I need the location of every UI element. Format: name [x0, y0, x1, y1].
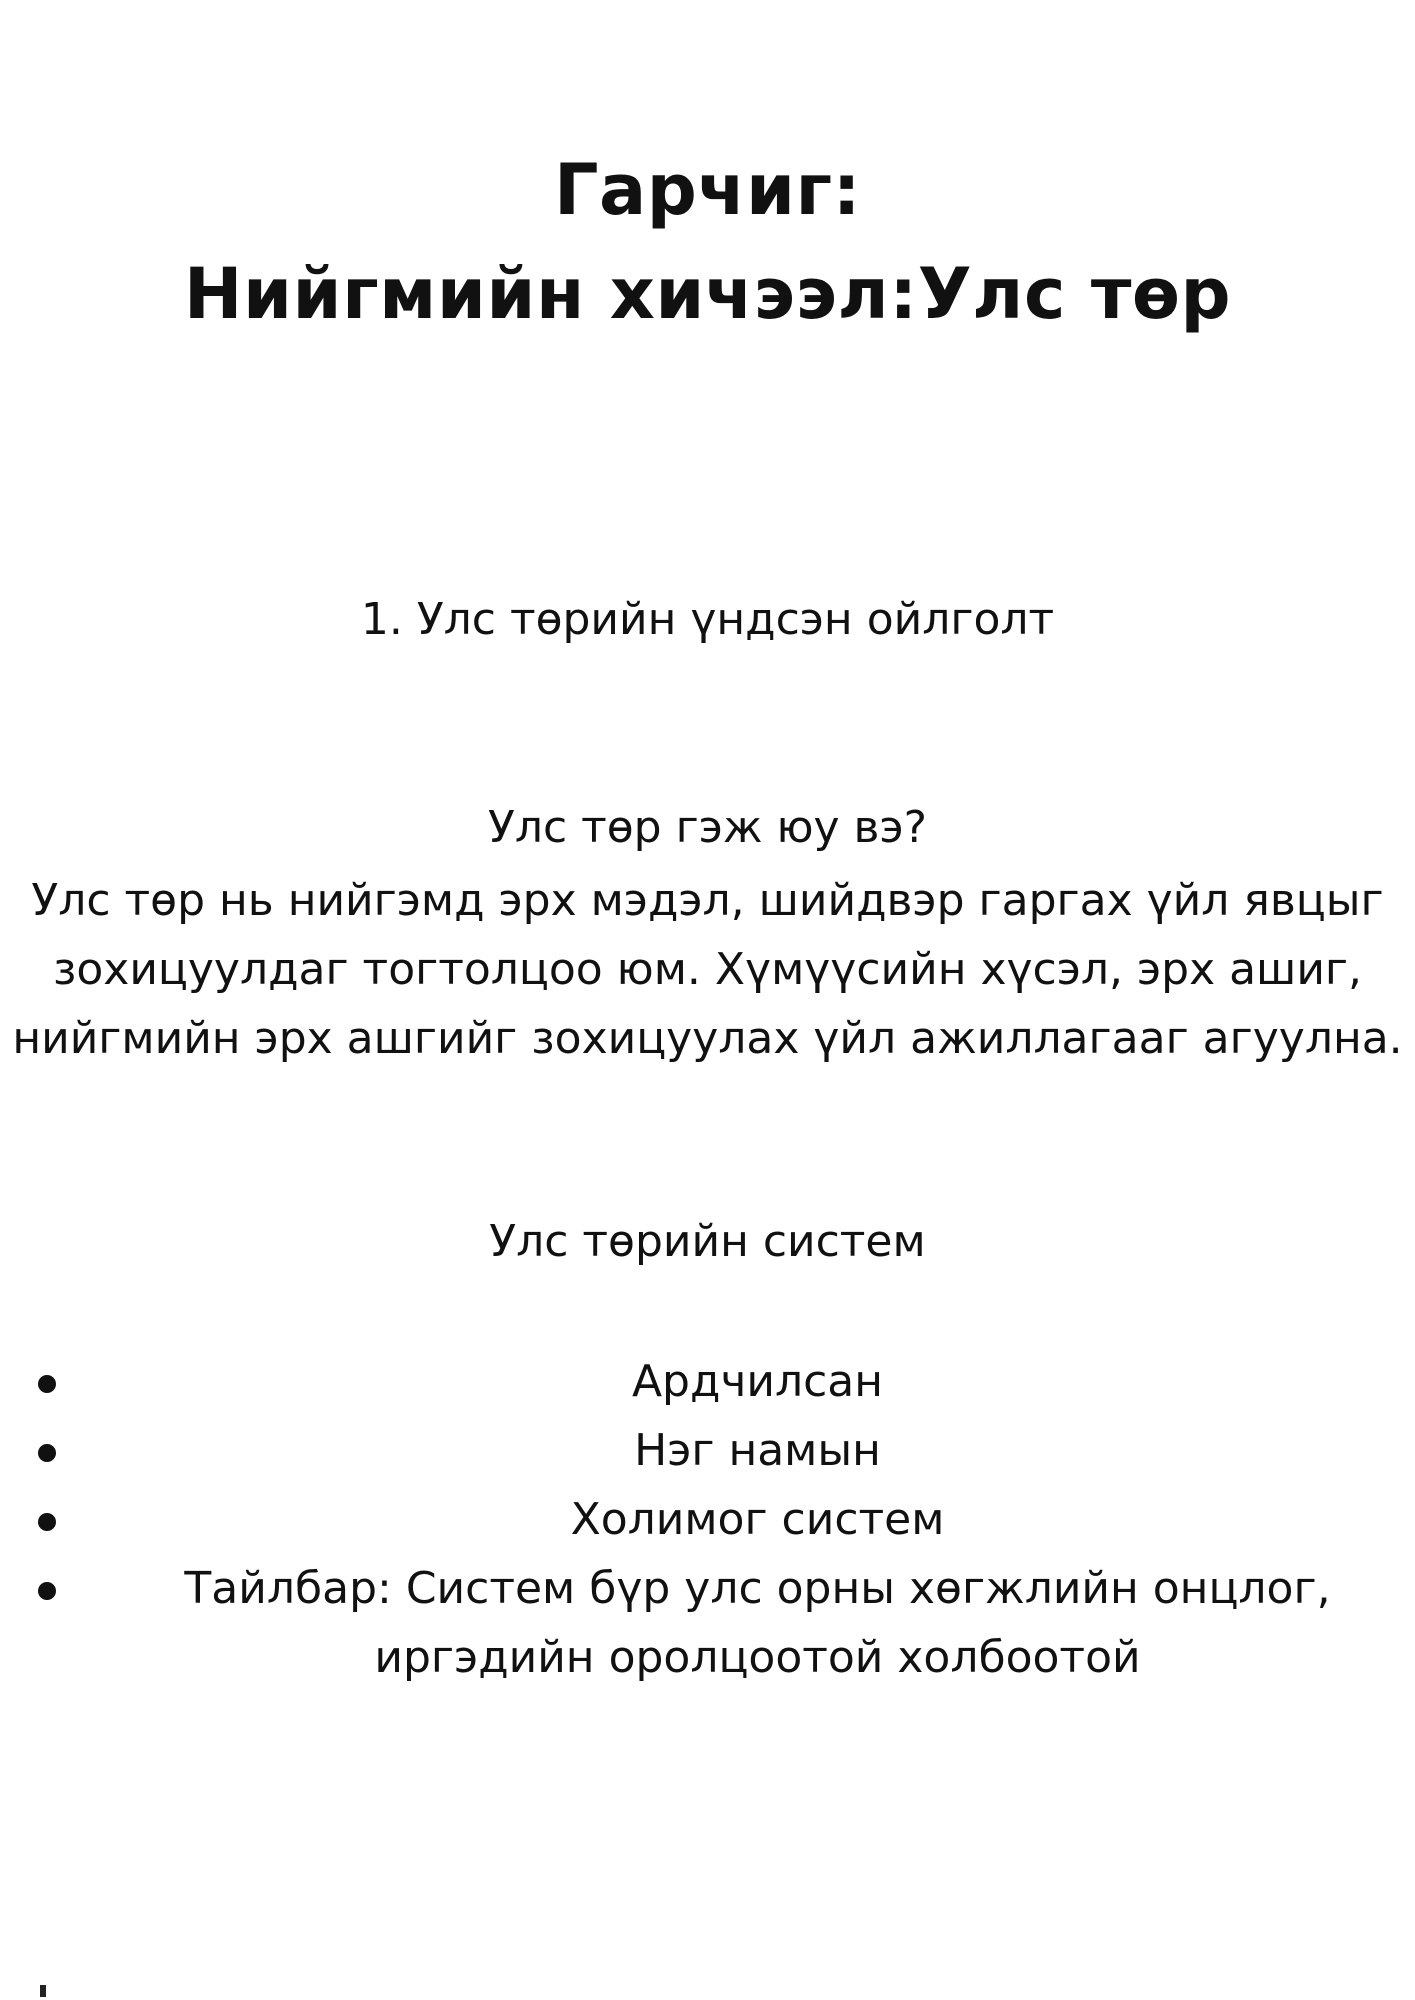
list-item — [0, 1485, 1415, 1554]
list-item-text: Тайлбар: Систем бүр улс орны хөгжлийн онцлог, иргэдийн оролцоотой холбоотой — [184, 1563, 1331, 1683]
bullet-icon — [38, 1513, 56, 1531]
section-heading-what-is-politics: Улс төр гэж юу вэ? — [488, 802, 927, 853]
list-item — [0, 1554, 1415, 1692]
list-item-text: Ардчилсан — [631, 1356, 884, 1407]
list-item — [0, 1416, 1415, 1485]
bullet-icon — [38, 1582, 56, 1600]
page-edge-mark — [40, 1985, 46, 1997]
section-heading-basic-concepts: 1. Улс төрийн үндсэн ойлголт — [360, 594, 1055, 645]
section-heading-political-system: Улс төрийн систем — [489, 1216, 926, 1267]
bullet-icon — [38, 1444, 56, 1462]
bullet-icon — [38, 1375, 56, 1393]
system-list — [0, 1347, 1415, 1692]
list-item-text: Нэг намын — [634, 1425, 881, 1476]
page-title-label: Гарчиг: — [553, 149, 862, 231]
page-title: Нийгмийн хичээл:Улс төр — [183, 253, 1232, 335]
list-item-text: Холимог систем — [570, 1494, 945, 1545]
definition-paragraph: Улс төр нь нийгэмд эрх мэдэл, шийдвэр гаргах үйл явцыг зохицуулдаг тогтолцоо юм. Хүмүүсийн хүсэл, эрх ашиг, нийгмийн эрх ашгийг зохицуулах үйл ажиллагааг агуулна. — [12, 875, 1403, 1064]
list-item — [0, 1347, 1415, 1416]
